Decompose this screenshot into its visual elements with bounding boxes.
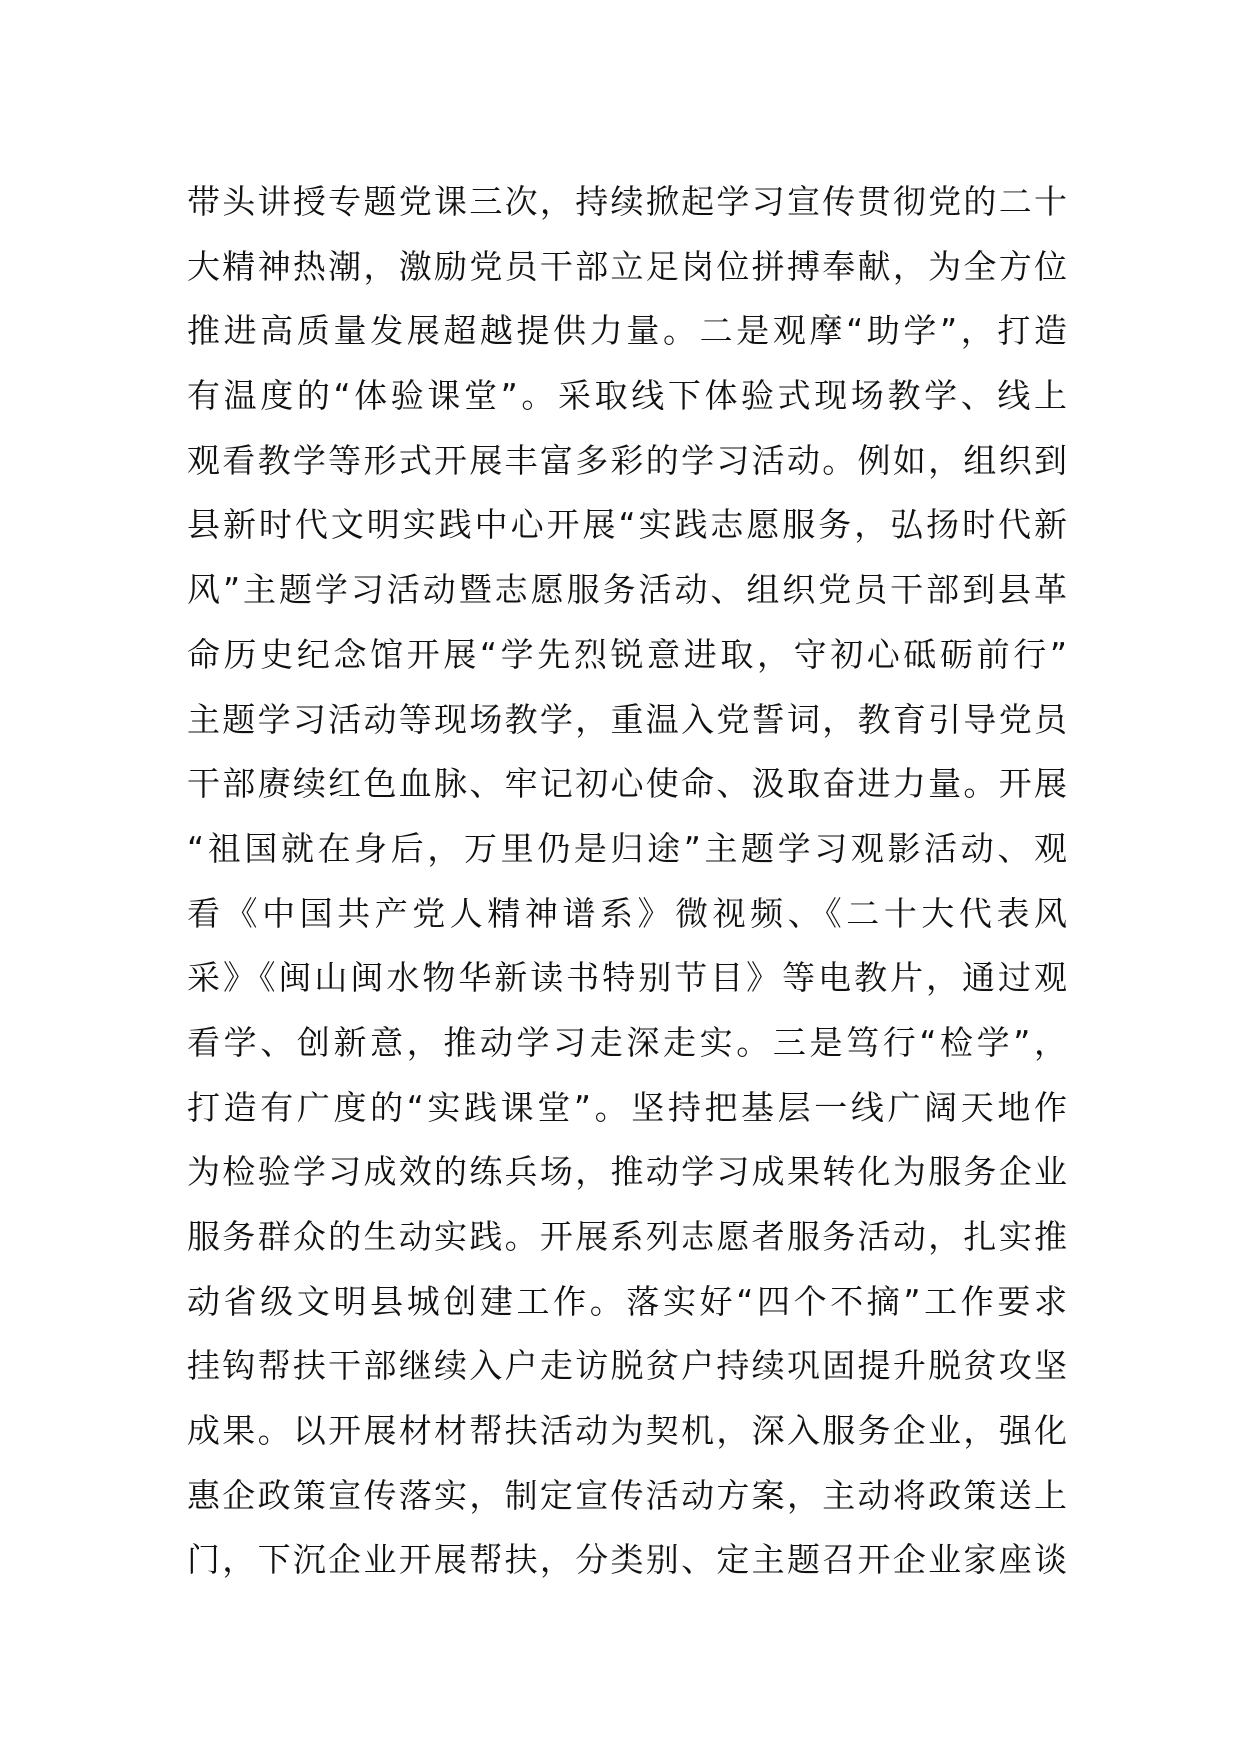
text-line: 干部赓续红色血脉、牢记初心使命、汲取奋进力量。开展 <box>187 764 1067 804</box>
text-line: 挂钩帮扶干部继续入户走访脱贫户持续巩固提升脱贫攻坚 <box>187 1346 1067 1386</box>
text-line: 主题学习活动等现场教学，重温入党誓词，教育引导党员 <box>187 699 1067 739</box>
text-line: “祖国就在身后，万里仍是归途”主题学习观影活动、观 <box>187 828 1067 868</box>
text-line: 看《中国共产党人精神谱系》微视频、《二十大代表风 <box>187 893 1067 933</box>
text-line: 成果。以开展材材帮扶活动为契机，深入服务企业，强化 <box>187 1411 1067 1451</box>
text-line: 县新时代文明实践中心开展“实践志愿服务，弘扬时代新 <box>187 505 1067 545</box>
text-line: 有温度的“体验课堂”。采取线下体验式现场教学、线上 <box>187 376 1067 416</box>
text-line: 大精神热潮，激励党员干部立足岗位拼搏奉献，为全方位 <box>187 246 1067 286</box>
text-line: 打造有广度的“实践课堂”。坚持把基层一线广阔天地作 <box>187 1087 1067 1127</box>
text-line: 命历史纪念馆开展“学先烈锐意进取，守初心砥砺前行” <box>187 634 1067 674</box>
text-line: 带头讲授专题党课三次，持续掀起学习宣传贯彻党的二十 <box>187 182 1067 221</box>
text-line: 采》《闽山闽水物华新读书特别节目》等电教片，通过观 <box>187 958 1067 998</box>
text-line: 推进高质量发展超越提供力量。二是观摩“助学”，打造 <box>187 311 1067 351</box>
text-line: 动省级文明县城创建工作。落实好“四个不摘”工作要求 <box>187 1281 1067 1321</box>
text-line: 惠企政策宣传落实，制定宣传活动方案，主动将政策送上 <box>187 1475 1067 1515</box>
text-line: 看学、创新意，推动学习走深走实。三是笃行“检学”， <box>187 1022 1067 1062</box>
body-text <box>187 170 1067 1593</box>
text-line: 风”主题学习活动暨志愿服务活动、组织党员干部到县革 <box>187 570 1067 610</box>
text-line: 为检验学习成效的练兵场，推动学习成果转化为服务企业 <box>187 1152 1067 1192</box>
text-line: 观看教学等形式开展丰富多彩的学习活动。例如，组织到 <box>187 440 1067 480</box>
text-line: 服务群众的生动实践。开展系列志愿者服务活动，扎实推 <box>187 1217 1067 1256</box>
text-line: 门，下沉企业开展帮扶，分类别、定主题召开企业家座谈 <box>187 1540 1067 1580</box>
